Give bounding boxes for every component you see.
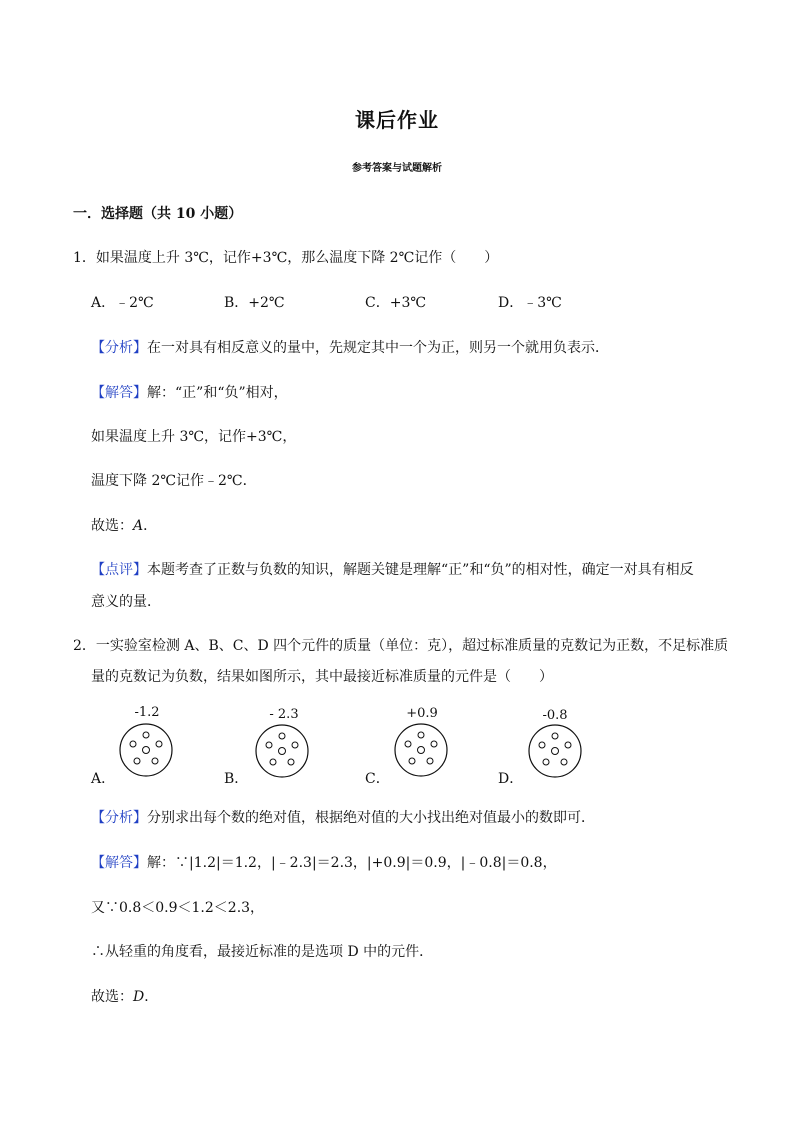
answer-tag: 【解答】 <box>91 385 147 401</box>
figure-a-label: -1.2 <box>134 705 160 720</box>
figure-c-label: +0.9 <box>406 706 438 721</box>
q1-option-b: B．+2℃ <box>224 295 285 311</box>
answer-line: 解：“正”和“负”相对， <box>147 385 288 401</box>
q1-analysis <box>91 337 609 357</box>
choice-prefix: 故选： <box>91 518 133 534</box>
q2-stem-line-2: 量的克数记为负数，结果如图所示，其中最接近标准质量的元件是（ ） <box>91 669 553 685</box>
page-subtitle: 参考答案与试题解析 <box>352 163 442 174</box>
q2-answer-line-3: ∴从轻重的角度看，最接近标准的是选项 D 中的元件． <box>91 944 434 960</box>
choice-suffix: ． <box>143 518 158 534</box>
answer-tag: 【解答】 <box>91 855 147 871</box>
q1-answer-line-3: 温度下降 2℃记作﹣2℃． <box>91 473 257 489</box>
q2-stem-line-1: 2．一实验室检测 A、B、C、D 四个元件的质量（单位：克），超过标准质量的克数记为正数，不足标准质 <box>73 638 729 654</box>
q1-choice <box>91 515 157 535</box>
figure-a-letter: A． <box>91 771 116 787</box>
choice-letter: A <box>133 518 144 534</box>
q2-answer-line-2: 又∵0.8＜0.9＜1.2＜2.3， <box>91 900 265 916</box>
q1-answer-line-2: 如果温度上升 3℃，记作+3℃， <box>91 429 297 445</box>
q1-comment-line-2: 意义的量． <box>91 594 161 610</box>
choice-prefix: 故选： <box>91 989 133 1005</box>
q1-stem: 1．如果温度上升 3℃，记作+3℃，那么温度下降 2℃记作（ ） <box>73 250 499 266</box>
q1-option-c: C．+3℃ <box>365 295 427 311</box>
analysis-text: 在一对具有相反意义的量中，先规定其中一个为正，则另一个就用负表示． <box>147 340 609 356</box>
choice-suffix: ． <box>144 989 159 1005</box>
analysis-tag: 【分析】 <box>91 340 147 356</box>
comment-text: 本题考查了正数与负数的知识，解题关键是理解“正”和“负”的相对性，确定一对具有相反 <box>147 562 694 578</box>
component-a-icon <box>116 720 176 780</box>
answer-line: 解：∵|1.2|＝1.2，|﹣2.3|＝2.3，|+0.9|＝0.9，|﹣0.8|＝0.8， <box>147 855 557 871</box>
component-d-icon <box>525 721 585 781</box>
figure-b-letter: B． <box>224 771 249 787</box>
component-c-icon <box>391 720 451 780</box>
comment-tag: 【点评】 <box>91 562 147 578</box>
q1-option-a: A．﹣2℃ <box>91 295 154 311</box>
q2-analysis <box>91 807 595 827</box>
q1-answer <box>91 382 288 402</box>
page-title: 课后作业 <box>355 108 439 132</box>
analysis-tag: 【分析】 <box>91 810 147 826</box>
q1-option-d: D．﹣3℃ <box>498 295 562 311</box>
analysis-text: 分别求出每个数的绝对值，根据绝对值的大小找出绝对值最小的数即可． <box>147 810 595 826</box>
figure-d-letter: D． <box>498 771 524 787</box>
q2-answer <box>91 852 557 872</box>
q2-choice <box>91 986 158 1006</box>
choice-letter: D <box>133 989 145 1005</box>
figure-b-label: - 2.3 <box>269 707 299 722</box>
figure-d-label: -0.8 <box>542 708 568 723</box>
section-heading: 一．选择题（共 10 小题） <box>73 206 243 222</box>
component-b-icon <box>252 721 312 781</box>
q1-comment <box>91 559 694 579</box>
figure-c-letter: C． <box>365 771 390 787</box>
